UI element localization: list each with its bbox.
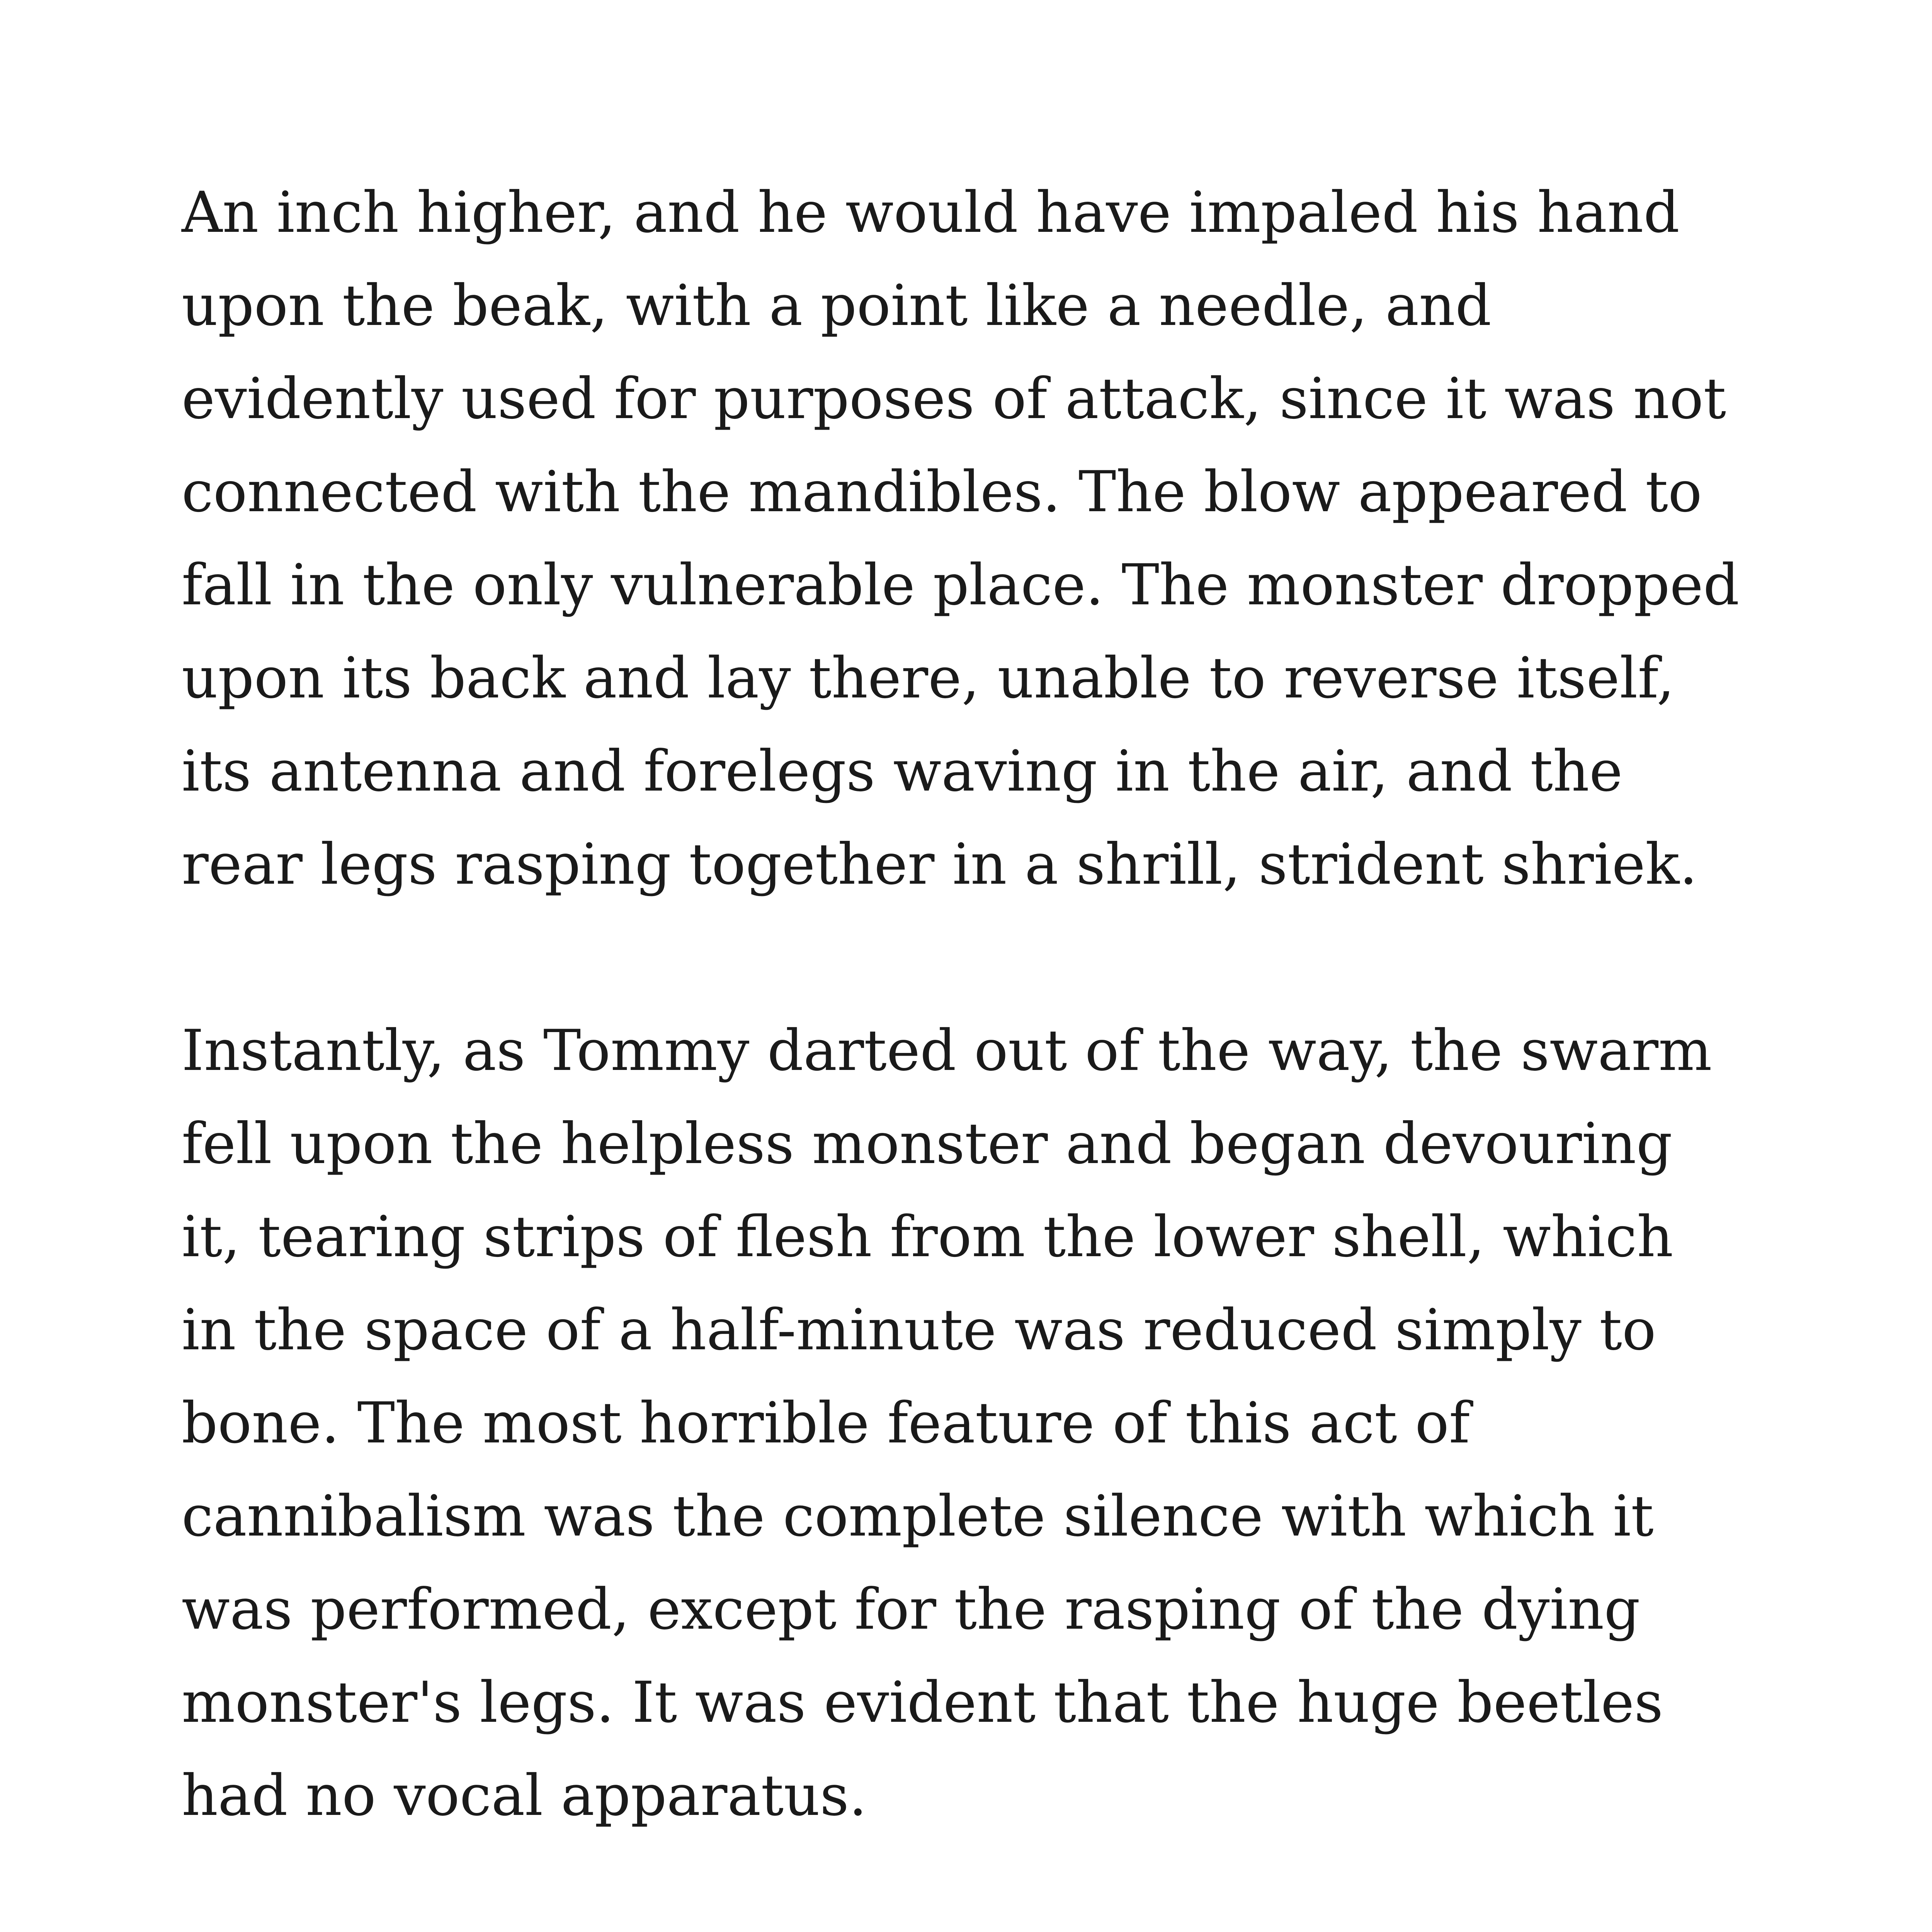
text-line: bone. The most horrible feature of this act of [182, 1390, 1470, 1456]
text-line: evidently used for purposes of attack, since it was not [182, 366, 1726, 432]
text-line: monster's legs. It was evident that the huge beetles [182, 1670, 1663, 1735]
text-line: upon its back and lay there, unable to reverse itself, [182, 645, 1675, 711]
text-line: Instantly, as Tommy darted out of the way, the swarm [182, 1018, 1712, 1083]
paragraph-2 [182, 1004, 1843, 1842]
text-line: was performed, except for the rasping of the dying [182, 1577, 1640, 1642]
paragraph-1 [182, 166, 1843, 911]
text-line: its antenna and forelegs waving in the air, and the [182, 738, 1623, 804]
text-line: fall in the only vulnerable place. The monster dropped [182, 552, 1740, 618]
text-line: in the space of a half-minute was reduced simply to [182, 1297, 1656, 1363]
text-line: upon the beak, with a point like a needle, and [182, 273, 1492, 338]
text-line: cannibalism was the complete silence with which it [182, 1483, 1654, 1549]
text-line: rear legs rasping together in a shrill, strident shriek. [182, 832, 1697, 897]
text-line: fell upon the helpless monster and began devouring [182, 1111, 1673, 1177]
text-line: connected with the mandibles. The blow appeared to [182, 459, 1702, 525]
text-line: An inch higher, and he would have impaled his hand [182, 180, 1680, 245]
text-line: had no vocal apparatus. [182, 1763, 867, 1828]
text-line: it, tearing strips of flesh from the lower shell, which [182, 1204, 1673, 1270]
body-text [182, 166, 1843, 1932]
